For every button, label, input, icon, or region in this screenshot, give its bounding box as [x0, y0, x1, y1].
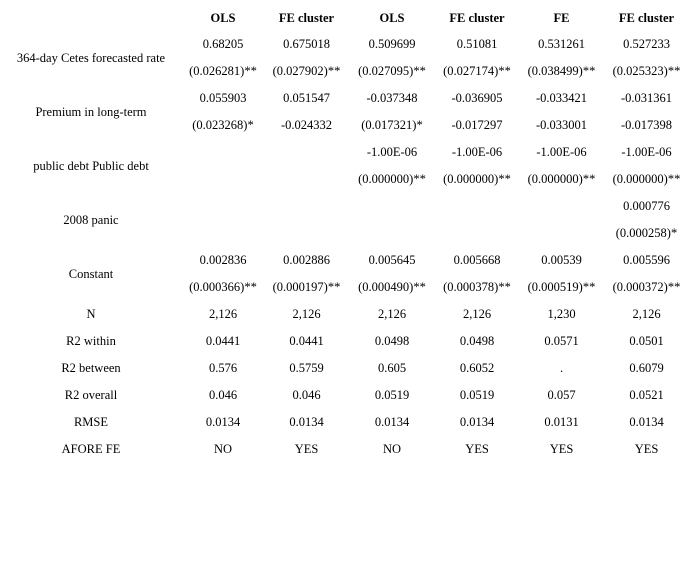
- standard-error-cell: (0.000366)**: [189, 280, 257, 294]
- standard-error-cell: [182, 166, 264, 193]
- standard-error-cell: [519, 220, 604, 247]
- stat-cell: NO: [213, 442, 233, 456]
- standard-error-cell: (0.000519)**: [527, 280, 596, 294]
- stat-cell: 2,126: [632, 307, 661, 321]
- standard-error-cell: (0.017321)*: [361, 118, 423, 132]
- standard-error-cell: (0.026281)**: [189, 64, 257, 78]
- coefficient-cell: -1.00E-06: [366, 145, 418, 159]
- stat-cell: YES: [634, 442, 659, 456]
- column-header: OLS: [379, 10, 405, 25]
- coefficient-cell: 0.675018: [283, 37, 330, 51]
- standard-error-cell: (0.000000)**: [612, 172, 681, 186]
- standard-error-cell: (0.000490)**: [358, 280, 426, 294]
- column-header: FE: [553, 10, 570, 25]
- stat-cell: 0.0498: [374, 334, 410, 348]
- coefficient-cell: [435, 193, 519, 220]
- coefficient-cell: 0.00539: [541, 253, 582, 267]
- coefficient-cell: [519, 193, 604, 220]
- stat-cell: 0.057: [547, 388, 576, 402]
- coefficient-cell: 0.051547: [283, 91, 330, 105]
- stat-cell: 2,126: [462, 307, 492, 321]
- stat-cell: YES: [294, 442, 319, 456]
- coefficient-cell: 0.531261: [538, 37, 585, 51]
- coefficient-cell: 0.509699: [368, 37, 416, 51]
- coefficient-cell: -0.036905: [451, 91, 503, 105]
- standard-error-cell: [435, 220, 519, 247]
- stat-cell: 0.0501: [629, 334, 664, 348]
- stat-cell: 0.0498: [459, 334, 495, 348]
- stat-label: R2 between: [61, 361, 121, 375]
- standard-error-cell: -0.033001: [535, 118, 588, 132]
- stat-cell: .: [559, 361, 564, 375]
- coefficient-cell: -0.033421: [535, 91, 588, 105]
- column-header: FE cluster: [618, 10, 675, 25]
- coefficient-cell: 0.68205: [202, 37, 244, 51]
- standard-error-cell: (0.000000)**: [527, 172, 596, 186]
- coefficient-cell: [182, 139, 264, 166]
- coefficient-row: [0, 247, 689, 274]
- standard-error-cell: (0.023268)*: [192, 118, 254, 132]
- coefficient-cell: -1.00E-06: [536, 145, 587, 159]
- stat-label: R2 within: [66, 334, 116, 348]
- stat-cell: 0.605: [377, 361, 407, 375]
- standard-error-cell: -0.017398: [620, 118, 673, 132]
- stat-cell: 0.0131: [544, 415, 579, 429]
- stat-cell: 0.046: [208, 388, 238, 402]
- stat-cell: 0.0521: [629, 388, 664, 402]
- coefficient-cell: -0.037348: [366, 91, 418, 105]
- standard-error-cell: (0.000372)**: [612, 280, 681, 294]
- variable-label: Constant: [68, 266, 114, 281]
- coefficient-cell: [264, 139, 349, 166]
- header-blank: [0, 5, 182, 31]
- stat-row-afore-fe: [0, 436, 689, 463]
- standard-error-cell: -0.017297: [451, 118, 503, 132]
- standard-error-cell: (0.025323)**: [612, 64, 681, 78]
- coefficient-row: [0, 139, 689, 166]
- standard-error-cell: (0.027902)**: [272, 64, 341, 78]
- coefficient-cell: -1.00E-06: [621, 145, 672, 159]
- coefficient-cell: 0.527233: [623, 37, 670, 51]
- stat-cell: NO: [382, 442, 402, 456]
- stat-cell: 0.576: [208, 361, 238, 375]
- stat-cell: 0.0571: [544, 334, 579, 348]
- stat-cell: 2,126: [208, 307, 238, 321]
- variable-label: 364-day Cetes forecasted rate: [16, 50, 166, 65]
- coefficient-cell: [182, 193, 264, 220]
- coefficient-cell: [264, 193, 349, 220]
- coefficient-cell: -0.031361: [620, 91, 673, 105]
- column-header: FE cluster: [278, 10, 335, 25]
- stat-cell: 0.0519: [459, 388, 495, 402]
- stat-row-r2-overall: [0, 382, 689, 409]
- variable-label: 2008 panic: [63, 212, 119, 227]
- stat-cell: YES: [465, 442, 489, 456]
- standard-error-cell: (0.000197)**: [272, 280, 341, 294]
- stat-cell: 0.6052: [459, 361, 495, 375]
- standard-error-cell: -0.024332: [280, 118, 333, 132]
- coefficient-cell: 0.002836: [199, 253, 247, 267]
- coefficient-cell: 0.005668: [453, 253, 501, 267]
- regression-table: [0, 5, 689, 463]
- coefficient-cell: 0.005645: [368, 253, 416, 267]
- stat-label: RMSE: [73, 415, 109, 429]
- stat-row-r2-between: [0, 355, 689, 382]
- coefficient-cell: 0.000776: [623, 199, 670, 213]
- stat-row-n: [0, 301, 689, 328]
- standard-error-cell: (0.000000)**: [358, 172, 426, 186]
- stat-label: AFORE FE: [61, 442, 121, 456]
- stat-cell: 2,126: [377, 307, 407, 321]
- stat-row-r2-within: [0, 328, 689, 355]
- stat-cell: 0.0134: [289, 415, 324, 429]
- standard-error-cell: [182, 220, 264, 247]
- standard-error-cell: (0.000378)**: [443, 280, 511, 294]
- coefficient-cell: [349, 193, 435, 220]
- stat-cell: 1,230: [547, 307, 576, 321]
- coefficient-cell: 0.51081: [456, 37, 498, 51]
- standard-error-cell: (0.027174)**: [443, 64, 511, 78]
- stat-cell: 0.0441: [205, 334, 241, 348]
- coefficient-row: [0, 85, 689, 112]
- stat-cell: 2,126: [292, 307, 321, 321]
- standard-error-cell: (0.027095)**: [358, 64, 426, 78]
- standard-error-cell: (0.038499)**: [527, 64, 596, 78]
- stat-cell: 0.0519: [374, 388, 410, 402]
- coefficient-cell: 0.005596: [623, 253, 670, 267]
- variable-label: public debt Public debt: [33, 158, 149, 173]
- standard-error-cell: [264, 166, 349, 193]
- stat-cell: 0.046: [292, 388, 321, 402]
- stat-cell: 0.0441: [289, 334, 324, 348]
- stat-cell: 0.0134: [459, 415, 495, 429]
- standard-error-cell: (0.000258)*: [615, 226, 678, 240]
- stat-cell: 0.5759: [289, 361, 324, 375]
- column-header: FE cluster: [449, 10, 505, 25]
- stat-cell: 0.0134: [374, 415, 410, 429]
- coefficient-row: [0, 31, 689, 58]
- stat-row-rmse: [0, 409, 689, 436]
- header-row: [0, 5, 689, 31]
- variable-label: Premium in long-term: [35, 104, 147, 119]
- coefficient-cell: -1.00E-06: [451, 145, 503, 159]
- coefficient-cell: 0.002886: [283, 253, 330, 267]
- standard-error-cell: [349, 220, 435, 247]
- stat-cell: 0.0134: [205, 415, 241, 429]
- stat-cell: 0.6079: [629, 361, 664, 375]
- standard-error-cell: [264, 220, 349, 247]
- stat-label: N: [86, 307, 96, 321]
- coefficient-cell: 0.055903: [199, 91, 247, 105]
- coefficient-row: [0, 193, 689, 220]
- stat-cell: YES: [549, 442, 574, 456]
- stat-label: R2 overall: [64, 388, 118, 402]
- column-header: OLS: [210, 10, 236, 25]
- standard-error-cell: (0.000000)**: [443, 172, 511, 186]
- stat-cell: 0.0134: [629, 415, 664, 429]
